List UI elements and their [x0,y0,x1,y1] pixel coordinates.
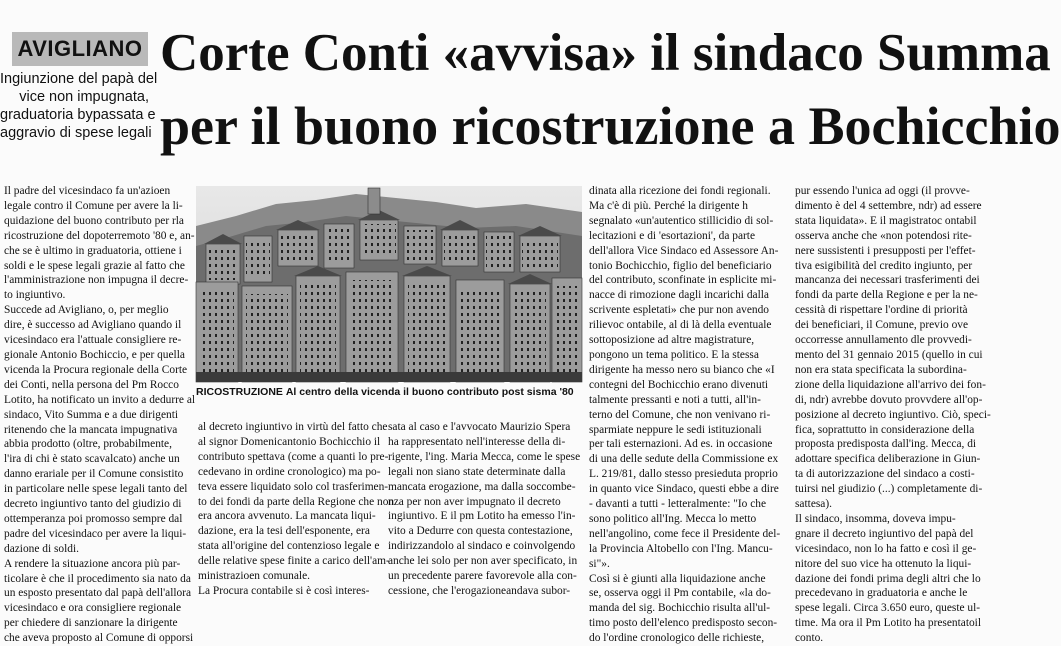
article-line: cedevano in ordine cronologico) ma po- [198,465,381,478]
article-line: tonio Bochicchio, figlio del beneficiario [589,259,772,272]
article-line: spese legali. Circa 3.650 euro, queste ul- [795,602,981,615]
article-line: abbia prodotto (oltre, probabilmente, [4,438,172,451]
article-line: sparmiate neppure le sedi istituzionali [589,423,762,436]
headline-line-1: Corte Conti «avvisa» il sindaco Summa [160,24,1051,82]
article-line: cessità di rispettare l'ordine di priorità [795,304,968,317]
article-line: sindaco, Vito Summa e a due dirigenti [4,408,179,421]
article-line: segnalato «un'autentico stillicidio di sol- [589,214,774,227]
article-line: dimento è del 4 settembre, ndr) ad essere [795,199,982,212]
article-line: tiva esigibilità del credito ingiunto, per [795,259,973,272]
article-line: fica, soprattutto in considerazione della [795,423,975,436]
article-line: nitore del suo vice ha ottenuto la liqui- [795,557,972,570]
article-line: adottare specifica deliberazione in Giun- [795,453,981,466]
caption-label: RICOSTRUZIONE [196,386,283,398]
article-line: al decreto ingiuntivo in virtù del fatto che [198,421,388,433]
photo-caption [196,386,582,402]
article-line: to ingiuntivo. [4,289,66,302]
subheadline [0,70,158,142]
article-line: terno del Comune, che non venivano ri- [589,408,771,421]
article-line: dazione dei fondi prima degli altri che lo [795,572,981,585]
article-line: che se è ultimo in graduatoria, ottiene i [4,244,182,257]
article-line: proposta predisposta dall'ing. Mecca, di [795,438,977,451]
article-line: contributo spettava (come a quanti lo pre- [198,450,389,463]
article-column-2 [198,420,395,597]
subhead-line: graduatoria bypassata e [0,107,156,123]
article-line: Ma c'è di più. Perché la dirigente h [589,199,748,212]
article-line: precedevano in graduatoria e anche le [795,587,968,600]
article-line: ta di autorizzazione del sindaco a costi- [795,468,975,481]
article-line: un esposto presentato dal papà dell'allora [4,587,192,600]
article-line: mancanza dei necessari trasferimenti dei [795,274,980,287]
hillside-town-image [196,186,582,382]
article-line: legale contro il Comune per avere la li- [4,199,183,212]
article-line: era ancora avvenuto. La mancata liqui- [198,510,376,523]
town-photo [196,186,582,382]
article-line: timo posto dell'elenco predisposto secon- [589,617,778,630]
article-line: per chiedere di sanzionare la dirigente [4,617,178,630]
article-line: teva essere liquidato solo col trasferimen- [198,480,389,493]
article-line: dazione, era la tesi dell'esponente, era [198,525,370,538]
article-line: dei Conti, nella persona del Pm Rocco [4,378,179,391]
section-label: AVIGLIANO [17,36,143,61]
article-column-4 [589,184,783,645]
article-line: zione della liquidazione all'arrivo dei fon- [795,378,986,391]
article-line: legali non siano state determinate dalla [388,465,566,478]
article-column-5 [795,184,995,645]
article-line: l'amministrazione non impugna il decre- [4,274,189,287]
article-line: ricostruzione del dopoterremoto '80 e, an- [4,229,195,242]
article-line: Così si è giunti alla liquidazione anche [589,572,766,585]
article-line: Il padre del vicesindaco fa un'azioen [4,185,171,197]
article-line: stata liquidata». E il magistratoc ontabil [795,214,977,227]
article-line: conto. [795,632,824,645]
article-line: di una delle sedute della Commissione ex [589,453,779,466]
article-line: rigente, l'ing. Maria Mecca, come le spese [388,450,581,463]
article-line: nacce di rimozione dagli incarichi dalla [589,289,769,302]
article-line: ministrazioen comunale. [198,570,310,583]
article-line: per tali esternazioni. Ad es. in occasione [589,438,773,451]
article-line: quidazione del buono contributo per rla [4,214,184,227]
article-line: vicesindaco e ora consigliere regionale [4,602,182,615]
article-line: La Procura contabile si è così interes- [198,584,370,597]
article-line: in quanto vice Sindaco, questi ebbe a dire [589,483,779,496]
article-line: danno erariale per il Comune consistito [4,468,184,481]
article-line: manda del sig. Bochicchio risulta all'ul- [589,602,771,615]
article-column-1 [4,184,196,645]
article-line: to dei fondi da parte della Regione che non [198,495,395,508]
article-line: stata all'origine del contenzioso legale e [198,540,380,553]
article-line: la Provincia Altobello con l'Ing. Mancu- [589,542,773,555]
article-line: l'ira di chi è stato scavalcato) anche un [4,453,180,466]
article-column-3 [388,420,581,597]
article-line: mancata erogazione, ma dalla soccombe- [388,480,576,493]
article-line: ha rappresentato nell'interesse della di- [388,435,566,448]
article-line: vicenda la Procura regionale della Corte [4,363,188,376]
article-line: che aveva proposto al Comune di opporsi [4,632,194,645]
article-line: A rendere la situazione ancora più par- [4,557,181,570]
article-line: Il sindaco, insomma, doveva impu- [795,512,956,525]
article-line: scrivente espletati» che pur non avendo [589,304,769,317]
article-line: soldi e le spese legali grazie al fatto che [4,259,185,272]
article-line: pur essendo l'unica ad oggi (il provve- [795,185,970,197]
article-line: vito a Dedurre con questa contestazione, [388,525,573,538]
article-line: delle relative spese finite a carico dell'am- [198,555,390,568]
article-line: un precedente parere favorevole alla con- [388,570,577,583]
article-line: si"». [589,557,610,570]
article-line: contegni del Bochicchio erano divenuti [589,378,769,391]
article-line: indirizzandolo al sindaco e coinvolgendo [388,540,576,553]
article-line: dirigente ha messo nero su bianco che «I [589,363,775,376]
subhead-line: vice non impugnata, [19,89,149,105]
article-line: dinata alla ricezione dei fondi regionali. [589,185,771,197]
article-line: time. Ma ora il Pm Lotito ha presentatoil [795,617,982,630]
article-line: non era stata specificata la subordina- [795,363,967,376]
subhead-line: Ingiunzione del papà del [0,71,158,87]
article-line: Succede ad Avigliano, o, per meglio [4,304,169,317]
article-line: dire, è successo ad Avigliano quando il [4,319,182,332]
article-line: L. 219/81, dallo stesso presieduta proprio [589,468,778,481]
article-line: gnare il decreto ingiuntivo del papà del [795,527,974,540]
article-line: cessione, che l'erogazioneandava subor- [388,584,571,597]
article-line: ritenendo che la mancata impugnativa [4,423,178,436]
article-line: nza per non aver impugnato il decreto [388,495,561,508]
headline-line-2: per il buono ricostruzione a Bochicchio [160,96,1061,156]
section-tag [12,32,148,66]
article-line: del contributo, sconfinate in esplicite mi- [589,274,777,287]
article-line: occorresse annullamento dle provvedi- [795,334,972,347]
article-line: sono politico all'Ing. Mecca lo metto [589,512,757,525]
article-line: al signor Domenicantonio Bochicchio il [198,435,381,448]
article-line: padre del vicesindaco per avere la liqui- [4,527,187,540]
article-line: talmente pressanti e noti a tutti, all'in- [589,393,761,406]
article-line: sottoposizione ad altre magistrature, [589,334,755,347]
article-line: vicesindaco, non lo ha fatto e così il ge- [795,542,977,555]
article-line: ottemperanza poi promosso sempre dal [4,512,183,525]
article-line: lecitazioni e di 'esortazioni', da parte [589,229,756,242]
article-line: nere sussistenti i presupposti per l'effet- [795,244,976,257]
caption-text: Al centro della vicenda il buono contributo post sisma '80 [285,386,574,398]
subhead-line: aggravio di spese legali [0,125,152,141]
article-line: mento del 31 gennaio 2015 (quello in cui [795,348,983,361]
article-line: sata al caso e l'avvocato Maurizio Spera [388,421,571,433]
article-line: se, osserva oggi il Pm contabile, «la do- [589,587,771,600]
article-line: - davanti a tutti - letteralmente: "Io che [589,498,767,511]
article-line: dei beneficiari, il Comune, previo ove [795,319,969,332]
article-line: anche lei solo per non aver specificato, in [388,555,578,568]
article-line: ticolare è che il procedimento sia nato da [4,572,191,585]
article-line: osserva anche che «non potendosi rite- [795,229,972,242]
article-line: di, ndr) avrebbe dovuto provvdere all'op- [795,393,983,406]
article-line: Lotito, ha notificato un invito a dedurre al [4,393,196,406]
article-line: rilievoc ontabile, al di là della eventuale [589,319,772,332]
article-line: pongono un tema politico. E la stessa [589,348,759,361]
article-line: dell'allora Vice Sindaco ed Assessore An- [589,244,779,257]
article-line: tuirsi nel giudizio (...) completamente di- [795,483,983,496]
article-line: nell'angolino, come fece il Presidente del- [589,527,781,540]
article-line: posizione al decreto ingiuntivo. Ciò, speci- [795,408,991,421]
article-line: do l'ordine cronologico delle richieste, [589,632,765,645]
article-line: fondi da parte della Regione e per la ne- [795,289,978,302]
article-line: decreto ingiuntivo tanto del giudizio di [4,498,182,511]
article-line: vicesindaco era l'attuale consigliere re- [4,334,182,347]
article-line: sattesa). [795,498,833,511]
article-line: dazione di soldi. [4,542,79,555]
article-line: gionale Antonio Bochiccio, e per quella [4,348,185,361]
article-line: ingiuntivo. E il pm Lotito ha emesso l'in- [388,510,576,523]
article-line: in particolare nelle spese legali tanto del [4,483,188,496]
